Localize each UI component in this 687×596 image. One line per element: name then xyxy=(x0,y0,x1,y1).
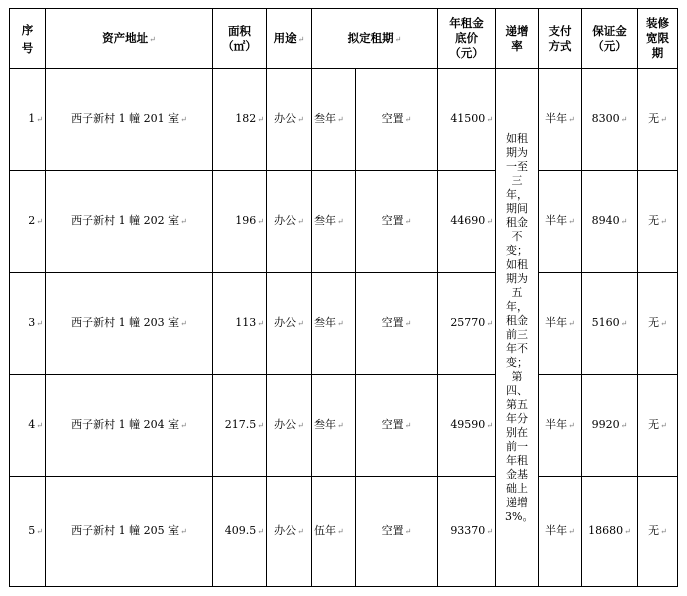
asset-lease-table xyxy=(9,8,678,587)
cell-status: 空置↵ xyxy=(356,171,438,273)
header-decor-grace: 装修 宽限 期 xyxy=(638,9,678,69)
cell-deposit: 8940↵ xyxy=(582,171,638,273)
cell-payment: 半年↵ xyxy=(539,375,582,477)
cell-usage: 办公↵ xyxy=(267,375,312,477)
cell-decor: 无↵ xyxy=(638,171,678,273)
header-increase-rate: 递增 率 xyxy=(496,9,539,69)
cell-decor: 无↵ xyxy=(638,69,678,171)
cell-decor: 无↵ xyxy=(638,273,678,375)
table-row xyxy=(10,69,678,171)
cell-rent: 93370↵ xyxy=(438,477,496,587)
cell-area: 217.5↵ xyxy=(213,375,267,477)
cell-usage: 办公↵ xyxy=(267,477,312,587)
cell-seq: 4↵ xyxy=(10,375,46,477)
cell-deposit: 8300↵ xyxy=(582,69,638,171)
table-row xyxy=(10,273,678,375)
cell-decor: 无↵ xyxy=(638,375,678,477)
header-payment: 支付 方式 xyxy=(539,9,582,69)
header-address: 资产地址↵ xyxy=(46,9,213,69)
cell-seq: 1↵ xyxy=(10,69,46,171)
header-term: 拟定租期↵ xyxy=(312,9,438,69)
header-area: 面积 （㎡） xyxy=(213,9,267,69)
cell-status: 空置↵ xyxy=(356,273,438,375)
cell-address: 西子新村 1 幢 201 室↵ xyxy=(46,69,213,171)
cell-decor: 无↵ xyxy=(638,477,678,587)
cell-address: 西子新村 1 幢 202 室↵ xyxy=(46,171,213,273)
cell-rent: 25770↵ xyxy=(438,273,496,375)
cell-address: 西子新村 1 幢 205 室↵ xyxy=(46,477,213,587)
cell-rent: 41500↵ xyxy=(438,69,496,171)
header-row xyxy=(10,9,678,69)
table-row xyxy=(10,477,678,587)
cell-deposit: 9920↵ xyxy=(582,375,638,477)
cell-deposit: 18680↵ xyxy=(582,477,638,587)
cell-term: 伍年↵ xyxy=(312,477,356,587)
cell-rent: 44690↵ xyxy=(438,171,496,273)
cell-status: 空置↵ xyxy=(356,477,438,587)
header-usage: 用途↵ xyxy=(267,9,312,69)
cell-usage: 办公↵ xyxy=(267,171,312,273)
cell-area: 182↵ xyxy=(213,69,267,171)
cell-payment: 半年↵ xyxy=(539,69,582,171)
cell-deposit: 5160↵ xyxy=(582,273,638,375)
cell-term: 叁年↵ xyxy=(312,171,356,273)
increase-rate-cell xyxy=(496,69,539,587)
cell-address: 西子新村 1 幢 203 室↵ xyxy=(46,273,213,375)
cell-area: 113↵ xyxy=(213,273,267,375)
cell-usage: 办公↵ xyxy=(267,273,312,375)
cell-term: 叁年↵ xyxy=(312,273,356,375)
cell-status: 空置↵ xyxy=(356,375,438,477)
cell-seq: 3↵ xyxy=(10,273,46,375)
cell-payment: 半年↵ xyxy=(539,171,582,273)
cell-seq: 2↵ xyxy=(10,171,46,273)
increase-rate-text: 如租期为一至三年，期间租金不变；如租期为五年，租金前三年不变；第四、第五年分别在前一年租金基础上递增3%。 xyxy=(505,131,534,523)
cell-usage: 办公↵ xyxy=(267,69,312,171)
cell-address: 西子新村 1 幢 204 室↵ xyxy=(46,375,213,477)
cell-seq: 5↵ xyxy=(10,477,46,587)
header-rent: 年租金 底价 （元） xyxy=(438,9,496,69)
header-deposit: 保证金 （元） xyxy=(582,9,638,69)
cell-area: 409.5↵ xyxy=(213,477,267,587)
table-row xyxy=(10,171,678,273)
table-row xyxy=(10,375,678,477)
cell-term: 叁年↵ xyxy=(312,375,356,477)
header-seq: 序号 xyxy=(10,9,46,69)
cell-payment: 半年↵ xyxy=(539,477,582,587)
cell-payment: 半年↵ xyxy=(539,273,582,375)
cell-status: 空置↵ xyxy=(356,69,438,171)
cell-term: 叁年↵ xyxy=(312,69,356,171)
cell-rent: 49590↵ xyxy=(438,375,496,477)
cell-area: 196↵ xyxy=(213,171,267,273)
